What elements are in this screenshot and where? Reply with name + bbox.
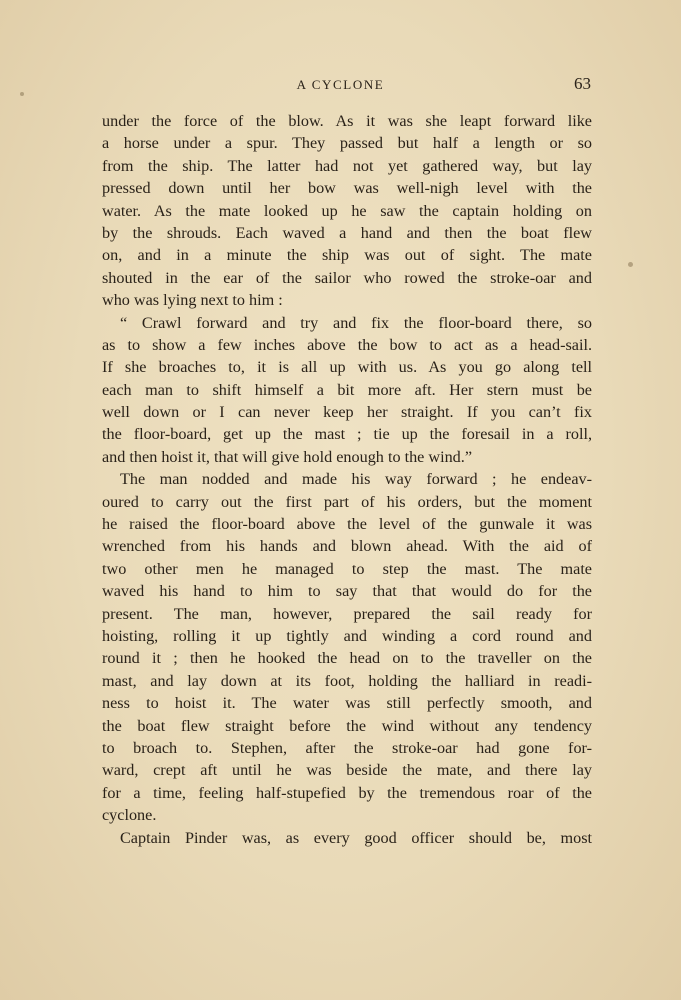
text-line: on, and in a minute the ship was out of sight. The mate: [102, 246, 592, 265]
text-line: the boat flew straight before the wind without any tendency: [102, 716, 592, 735]
text-line: If she broaches to, it is all up with us. As you go along tell: [102, 358, 592, 377]
text-line: pressed down until her bow was well-nigh level with the: [102, 179, 592, 198]
text-line: who was lying next to him :: [102, 291, 283, 310]
text-line: “ Crawl forward and try and fix the floor-board there, so: [120, 313, 592, 332]
text-line: present. The man, however, prepared the sail ready for: [102, 604, 592, 623]
text-line: ness to hoist it. The water was still perfectly smooth, and: [102, 694, 592, 713]
text-line: two other men he managed to step the mast. The mate: [102, 559, 592, 578]
page-speck: [628, 262, 633, 267]
page-number: 63: [574, 74, 591, 93]
text-line: from the ship. The latter had not yet gathered way, but lay: [102, 156, 592, 175]
text-line: oured to carry out the first part of his orders, but the moment: [102, 492, 592, 511]
page-header: [0, 74, 681, 98]
text-line: by the shrouds. Each waved a hand and then the boat flew: [102, 223, 592, 242]
text-line: cyclone.: [102, 806, 157, 825]
text-line: for a time, feeling half-stupefied by the tremendous roar of the: [102, 783, 592, 802]
text-line: the floor-board, get up the mast ; tie up the foresail in a roll,: [102, 425, 592, 444]
body-text: [102, 110, 592, 849]
text-line: as to show a few inches above the bow to act as a head-sail.: [102, 335, 592, 354]
text-line: shouted in the ear of the sailor who rowed the stroke-oar and: [102, 268, 592, 287]
text-line: waved his hand to him to say that that would do for the: [102, 582, 592, 601]
text-line: hoisting, rolling it up tightly and winding a cord round and: [102, 626, 592, 645]
text-line: Captain Pinder was, as every good officer should be, most: [120, 828, 592, 847]
text-line: to broach to. Stephen, after the stroke-oar had gone for-: [102, 738, 592, 757]
text-line: under the force of the blow. As it was she leapt forward like: [102, 112, 592, 130]
text-line: each man to shift himself a bit more aft. Her stern must be: [102, 380, 592, 399]
text-line: round it ; then he hooked the head on to the traveller on the: [102, 649, 592, 668]
text-line: wrenched from his hands and blown ahead. With the aid of: [102, 537, 592, 556]
text-line: well down or I can never keep her straight. If you can’t fix: [102, 403, 592, 422]
running-title: A CYCLONE: [296, 77, 385, 92]
text-line: a horse under a spur. They passed but half a length or so: [102, 134, 592, 153]
text-line: mast, and lay down at its foot, holding the halliard in readi-: [102, 671, 592, 690]
text-line: he raised the floor-board above the level of the gunwale it was: [102, 515, 592, 534]
text-line: and then hoist it, that will give hold enough to the wind.”: [102, 447, 473, 466]
text-line: ward, crept aft until he was beside the mate, and there lay: [102, 761, 592, 780]
text-line: The man nodded and made his way forward ; he endeav-: [120, 470, 592, 489]
text-line: water. As the mate looked up he saw the captain holding on: [102, 201, 592, 220]
